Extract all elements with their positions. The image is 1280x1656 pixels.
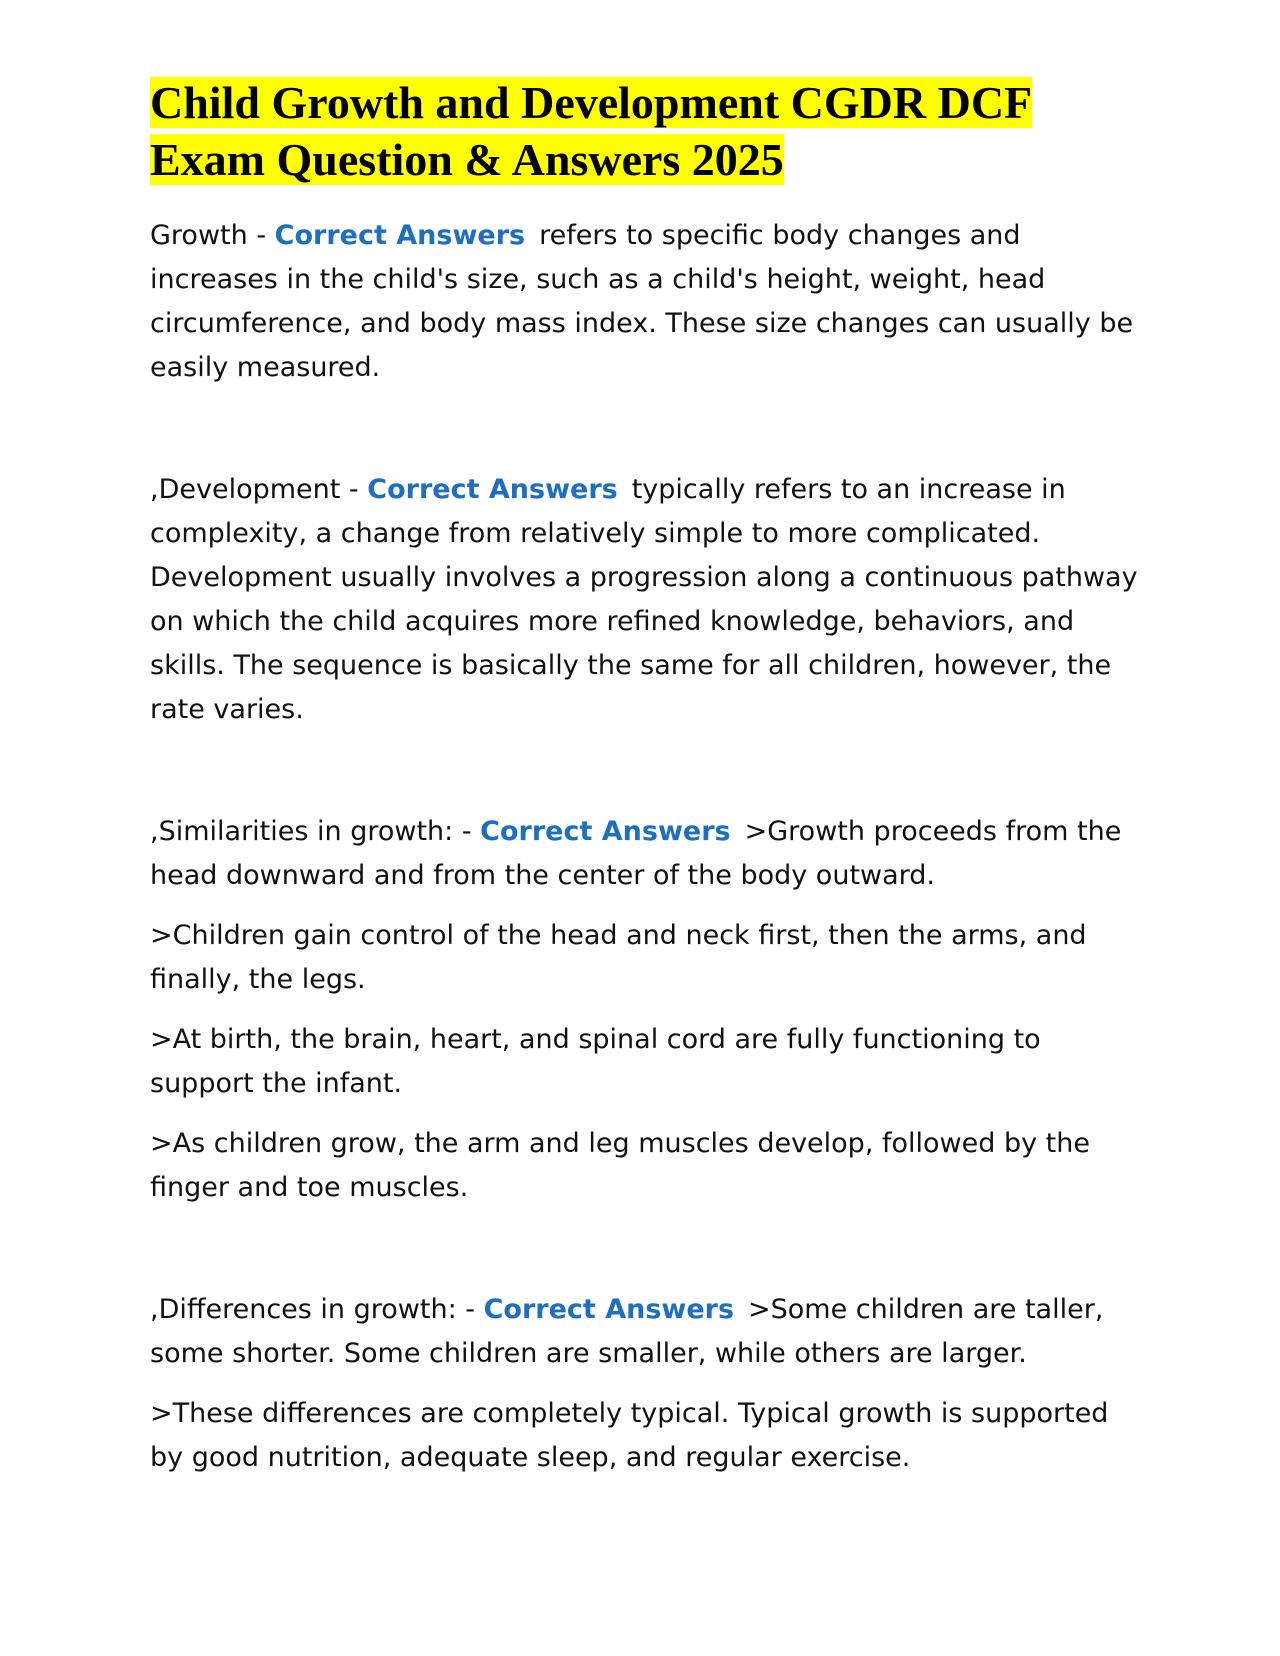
- question-term: ,Similarities in growth: -: [150, 816, 481, 847]
- qa-paragraph: [150, 468, 1140, 732]
- title-line-2: Exam Question & Answers 2025: [150, 134, 784, 185]
- qa-paragraph: [150, 1288, 1140, 1376]
- answer-bullet: >These differences are completely typical. Typical growth is supported by good nutrition, adequate sleep, and regular exercise.: [150, 1398, 1109, 1473]
- correct-answers-label: Correct Answers: [274, 220, 526, 251]
- correct-answers-label: Correct Answers: [367, 474, 618, 505]
- answer-bullet: >At birth, the brain, heart, and spinal cord are fully functioning to support the infant.: [150, 1024, 1041, 1099]
- answer-bullet: >Children gain control of the head and neck first, then the arms, and finally, the legs.: [150, 920, 1087, 995]
- question-term: ,Development -: [150, 474, 368, 505]
- document-page: [150, 74, 1140, 1480]
- qa-similarities-in-growth: [150, 810, 1140, 1210]
- answer-text: >Growth proceeds from the head downward and from the center of the body outward.: [150, 816, 1122, 891]
- correct-answers-label: Correct Answers: [480, 816, 731, 847]
- qa-growth: [150, 214, 1140, 390]
- question-term: Growth -: [150, 220, 275, 251]
- qa-differences-in-growth: [150, 1288, 1140, 1480]
- document-title: [150, 74, 1140, 188]
- qa-development: [150, 468, 1140, 732]
- question-term: ,Differences in growth: -: [150, 1294, 484, 1325]
- correct-answers-label: Correct Answers: [483, 1294, 735, 1325]
- qa-paragraph: [150, 810, 1140, 898]
- title-line-1: Child Growth and Development CGDR DCF: [150, 77, 1033, 128]
- answer-text: typically refers to an increase in complexity, a change from relatively simple to more complicated. Development usually involves a progression along a continuous pathway on which the child acquires more refined knowledge, behaviors, and skills. The sequence is basically the same for all children, however, the rate varies.: [150, 474, 1138, 725]
- qa-paragraph: [150, 214, 1140, 390]
- answer-bullet: >As children grow, the arm and leg muscles develop, followed by the finger and toe muscles.: [150, 1128, 1090, 1203]
- answer-text: refers to specific body changes and increases in the child's size, such as a child's height, weight, head circumference, and body mass index. These size changes can usually be easily measured.: [150, 220, 1134, 383]
- answer-text: >Some children are taller, some shorter. Some children are smaller, while others are larger.: [150, 1294, 1104, 1369]
